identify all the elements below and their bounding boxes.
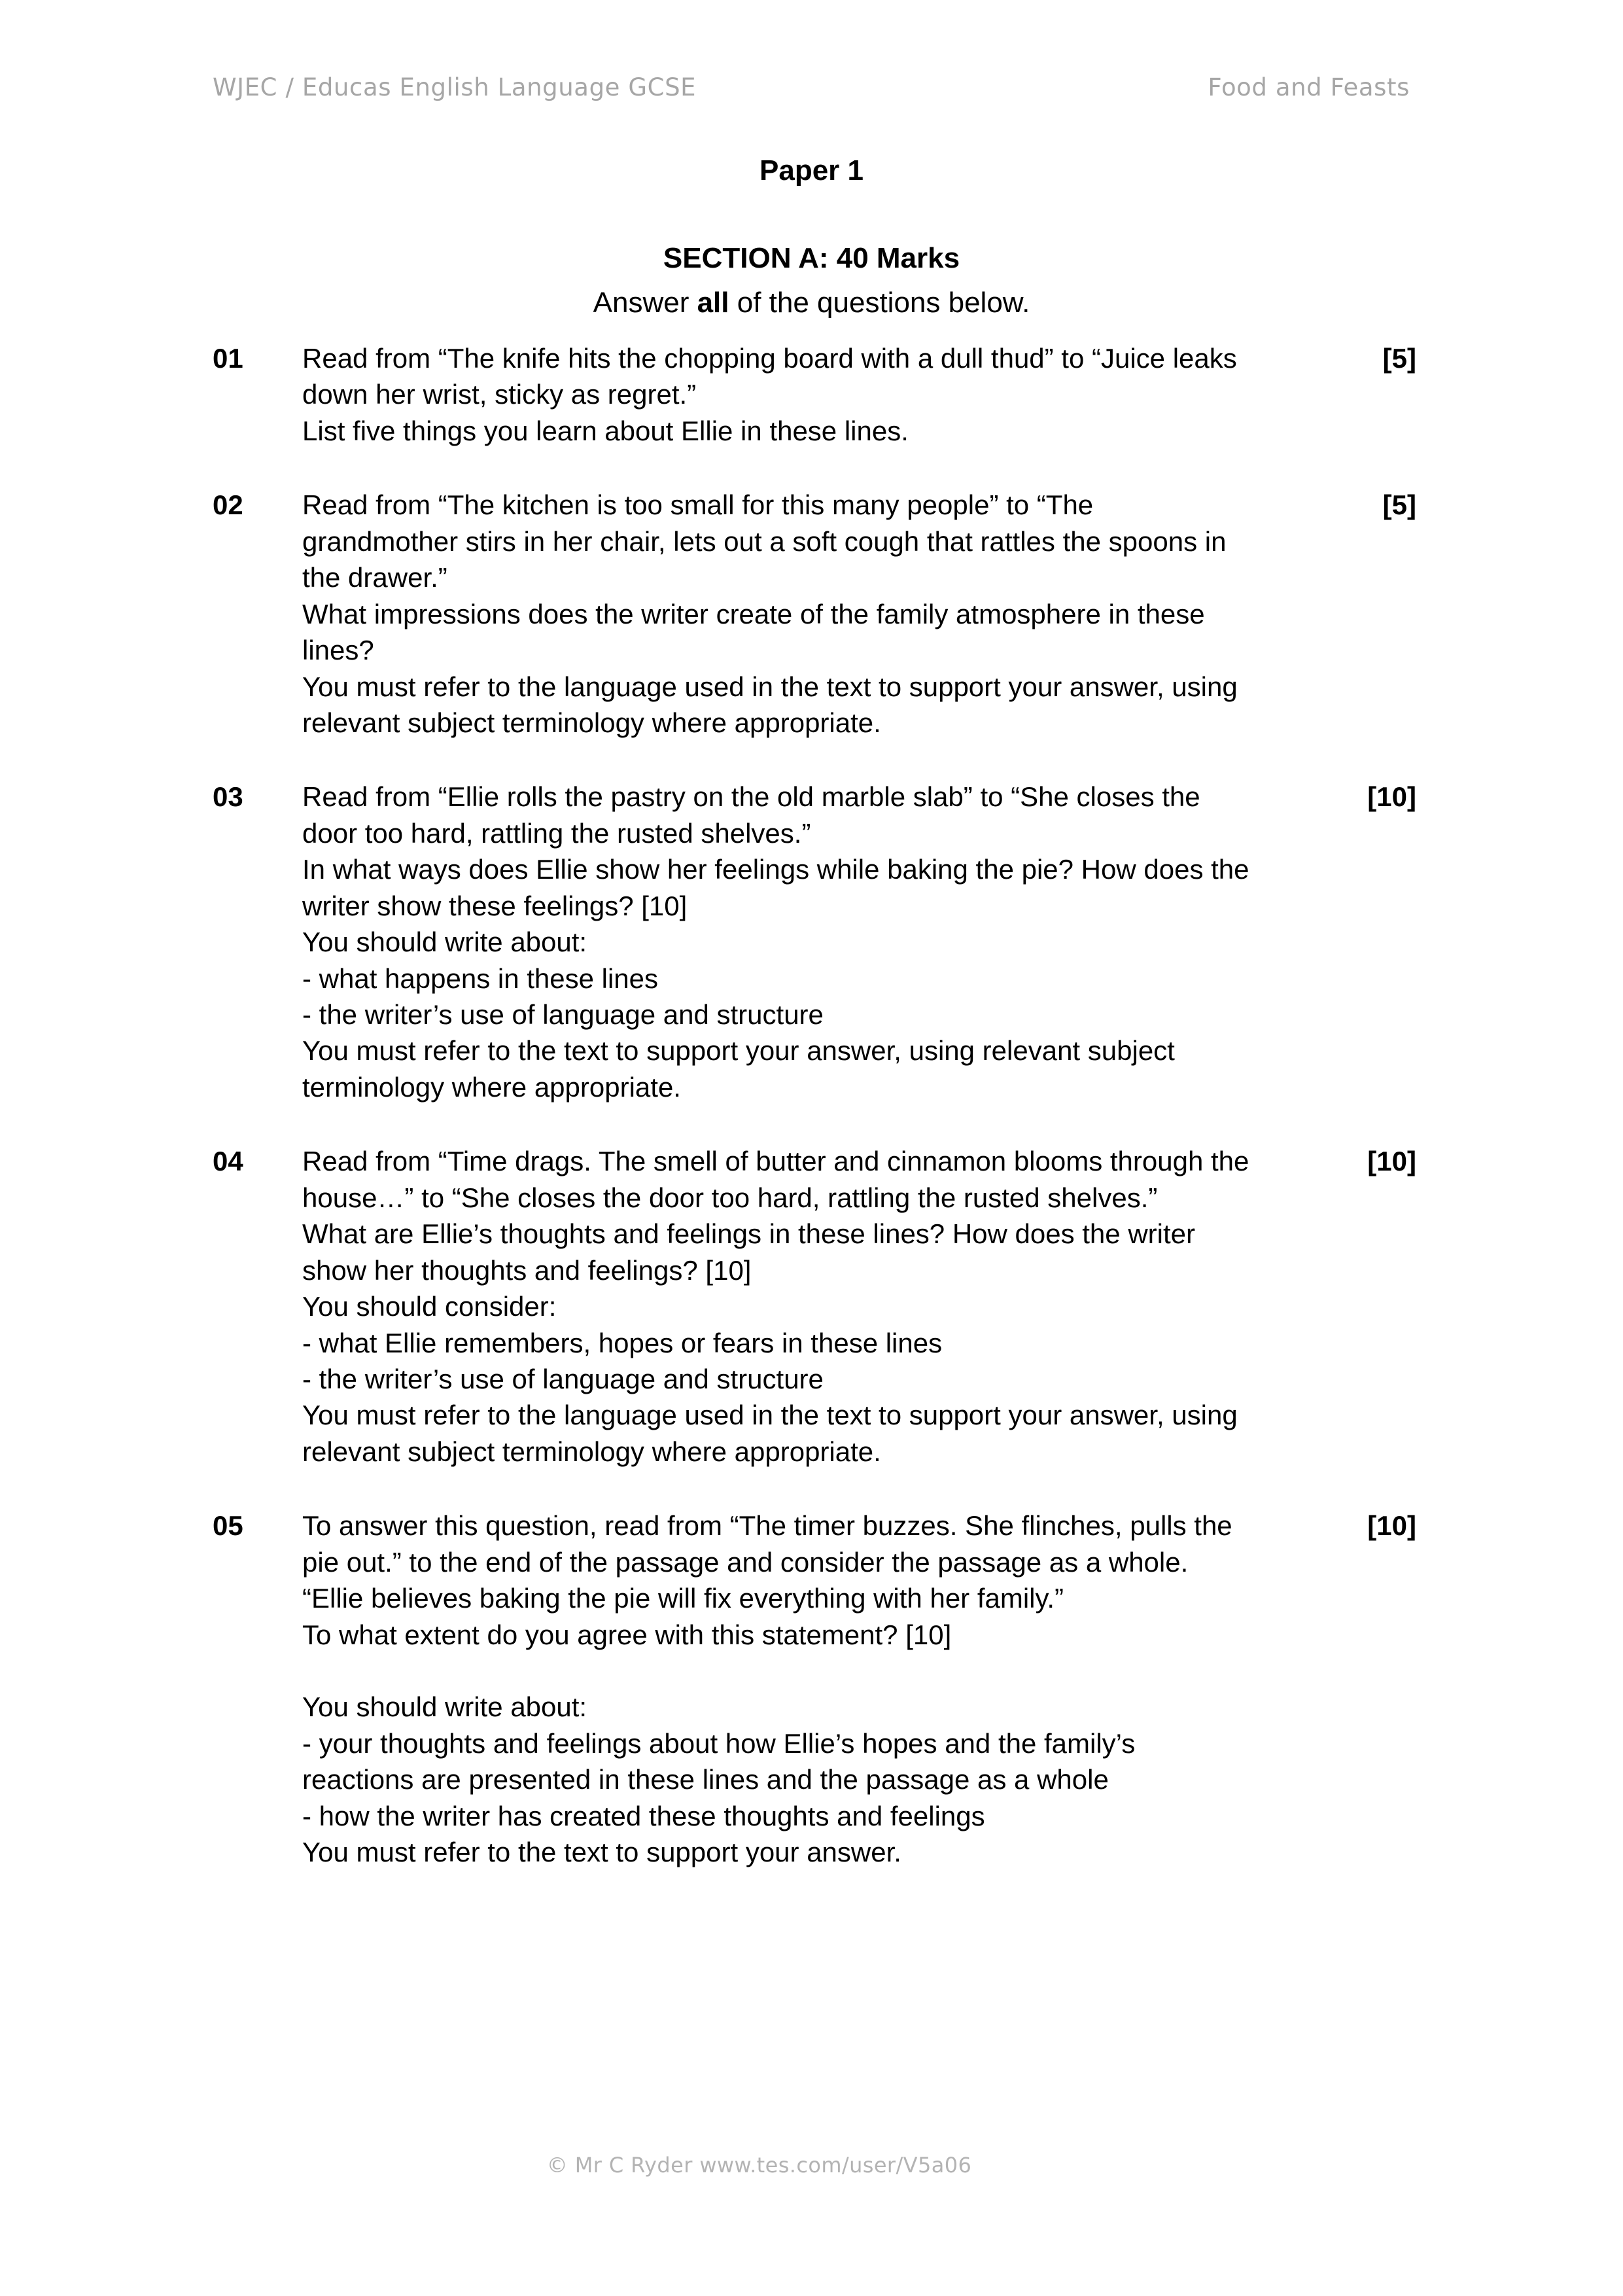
running-head-right: Food and Feasts (1208, 73, 1410, 101)
paper-title: Paper 1 (759, 154, 864, 186)
question-text (302, 1508, 1253, 1870)
running-head (213, 73, 1410, 101)
question-line: You must refer to the language used in the text to support your answer, using relevant subject terminology where appropriate. (302, 671, 1238, 738)
question-line: You must refer to the language used in the text to support your answer, using relevant subject terminology where appropriate. (302, 1400, 1238, 1467)
question-text (302, 487, 1253, 741)
question-line: Read from “Ellie rolls the pastry on the old marble slab” to “She closes the door too hard, rattling the rusted shelves.” (302, 781, 1200, 849)
title-block (0, 154, 1623, 320)
question-block (213, 340, 1416, 449)
question-line: List five things you learn about Ellie in these lines. (302, 415, 909, 446)
question-block (213, 487, 1416, 741)
instruction-text-after: of the questions below. (729, 286, 1030, 319)
question-line: - how the writer has created these thoughts and feelings (302, 1800, 985, 1831)
question-line: To answer this question, read from “The timer buzzes. She flinches, pulls the pie out.” to the end of the passage and consider the passage as a whole. (302, 1510, 1232, 1578)
question-text (302, 779, 1253, 1105)
question-marks: [10] (1367, 781, 1416, 813)
question-block (213, 1508, 1416, 1870)
instruction-emphasis: all (697, 286, 729, 319)
question-number: 05 (213, 1510, 243, 1542)
question-number: 04 (213, 1146, 243, 1177)
question-marks: [10] (1367, 1146, 1416, 1177)
question-line: Read from “The kitchen is too small for this many people” to “The grandmother stirs in her chair, lets out a soft cough that rattles the spoons in the drawer.” (302, 489, 1227, 593)
question-list (213, 340, 1416, 1909)
section-title: SECTION A: 40 Marks (663, 241, 960, 274)
question-number: 02 (213, 489, 243, 521)
footer-credit: © Mr C Ryder www.tes.com/user/V5a06 (546, 2153, 972, 2178)
question-text (302, 340, 1253, 449)
question-number: 01 (213, 343, 243, 374)
question-block (213, 1143, 1416, 1470)
question-line: You must refer to the text to support your answer, using relevant subject terminology where appropriate. (302, 1035, 1175, 1103)
question-line: - the writer’s use of language and structure (302, 999, 824, 1030)
question-line: What impressions does the writer create of the family atmosphere in these lines? (302, 598, 1205, 666)
question-line: You should write about: (302, 1691, 587, 1723)
question-line: - what happens in these lines (302, 963, 659, 994)
question-line: You must refer to the text to support your answer. (302, 1837, 901, 1868)
question-line: What are Ellie’s thoughts and feelings in these lines? How does the writer show her thoughts and feelings? [10] (302, 1218, 1195, 1286)
section-instruction (0, 275, 1623, 320)
question-line: Read from “Time drags. The smell of butter and cinnamon blooms through the house…” to “She closes the door too hard, rattling the rusted shelves.” (302, 1146, 1249, 1213)
question-marks: [5] (1382, 343, 1416, 374)
question-block (213, 779, 1416, 1105)
question-line: “Ellie believes baking the pie will fix everything with her family.” (302, 1583, 1064, 1614)
question-number: 03 (213, 781, 243, 813)
question-line: - the writer’s use of language and structure (302, 1363, 824, 1394)
instruction-text-before: Answer (593, 286, 697, 319)
question-line: You should consider: (302, 1291, 557, 1322)
question-text (302, 1143, 1253, 1470)
question-line: Read from “The knife hits the chopping board with a dull thud” to “Juice leaks down her wrist, sticky as regret.” (302, 343, 1237, 410)
question-line: - what Ellie remembers, hopes or fears in these lines (302, 1327, 943, 1358)
question-line: - your thoughts and feelings about how Ellie’s hopes and the family’s reactions are presented in these lines and the passage as a whole (302, 1727, 1136, 1795)
running-head-left: WJEC / Educas English Language GCSE (213, 73, 697, 101)
question-line: To what extent do you agree with this statement? [10] (302, 1619, 952, 1650)
question-line: In what ways does Ellie show her feelings while baking the pie? How does the writer show these feelings? [10] (302, 854, 1249, 921)
question-marks: [10] (1367, 1510, 1416, 1542)
question-line: You should write about: (302, 927, 587, 958)
question-marks: [5] (1382, 489, 1416, 521)
